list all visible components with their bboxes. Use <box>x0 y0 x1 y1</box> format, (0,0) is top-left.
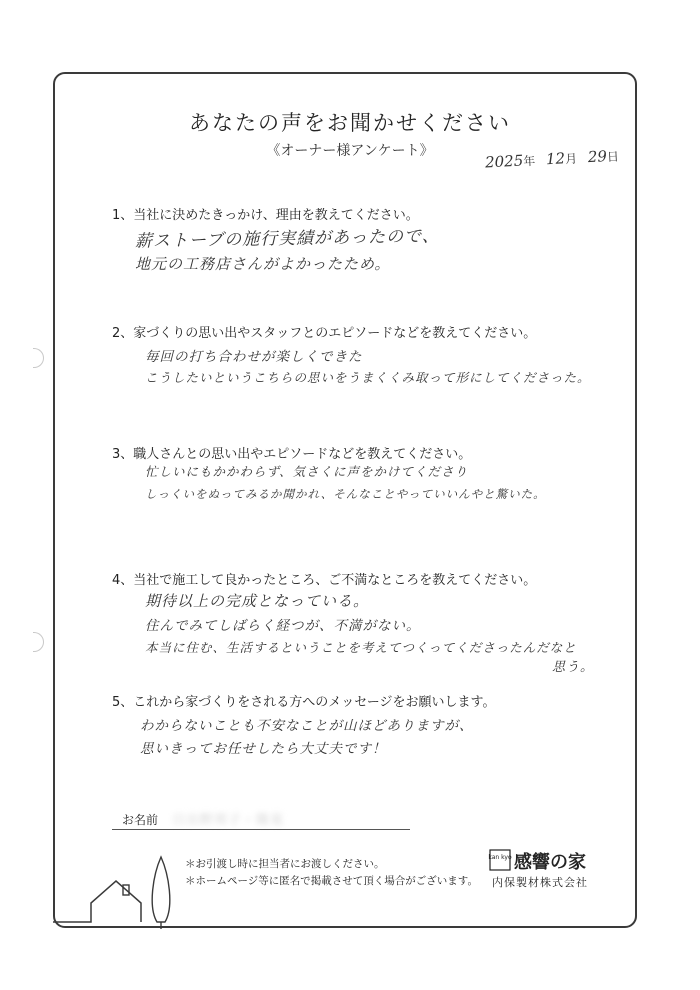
answer-5-line-1: わからないことも不安なことが山ほどありますが、 <box>140 718 474 734</box>
question-1-label: 1、当社に決めたきっかけ、理由を教えてください。 <box>112 208 419 223</box>
note-anonymous: ＊ホームページ等に匿名で掲載させて頂く場合がございます。 <box>185 875 478 887</box>
note-handover: ＊お引渡し時に担当者にお渡しください。 <box>185 858 385 870</box>
date-day: 29 <box>587 147 608 167</box>
name-underline <box>112 829 410 830</box>
date-month: 12 <box>545 149 566 169</box>
logo-text: 感響の家 <box>514 852 586 873</box>
date-day-unit: 日 <box>606 149 620 165</box>
name-label: お名前 <box>122 813 159 827</box>
punch-hole-bottom <box>33 632 44 652</box>
company-name: 内保製材株式会社 <box>492 876 588 889</box>
answer-3-line-2: しっくいをぬってみるか聞かれ、そんなことやっていいんやと驚いた。 <box>145 487 546 501</box>
date-year: 2025 <box>484 151 524 172</box>
question-2-label: 2、家づくりの思い出やスタッフとのエピソードなどを教えてください。 <box>112 326 537 341</box>
answer-2-line-2: こうしたいというこちらの思いをうまくくみ取って形にしてくださった。 <box>145 370 591 385</box>
date-month-unit: 月 <box>564 151 578 167</box>
question-5-label: 5、これから家づくりをされる方へのメッセージをお願いします。 <box>112 695 496 710</box>
answer-2-line-1: 毎回の打ち合わせが楽しくできた <box>145 349 363 365</box>
answer-1-line-2: 地元の工務店さんがよかったため。 <box>135 255 391 273</box>
logo-small-text: kan kyo <box>488 854 512 861</box>
answer-4-line-3: 本当に住む、生活するということを考えてつくってくださったんだなと <box>145 640 577 655</box>
punch-hole-top <box>33 348 44 368</box>
name-value-redacted: 日出野邦子・隆晃 <box>172 813 285 828</box>
question-4-label: 4、当社で施工して良かったところ、ご不満なところを教えてください。 <box>112 573 537 588</box>
answer-1-line-1: 薪ストーブの施行実績があったので、 <box>134 226 440 252</box>
page-title: あなたの声をお聞かせください <box>189 111 511 135</box>
answer-4-line-2: 住んでみてしばらく経つが、不満がない。 <box>145 618 421 634</box>
date-year-unit: 年 <box>522 153 536 169</box>
house-tree-icon <box>53 845 253 930</box>
question-3-label: 3、職人さんとの思い出やエピソードなどを教えてください。 <box>112 447 472 462</box>
page-subtitle: 《オーナー様アンケート》 <box>266 143 434 159</box>
answer-3-line-1: 忙しいにもかかわらず、気さくに声をかけてくださり <box>145 464 469 479</box>
answer-5-line-2: 思いきってお任せしたら大丈夫です！ <box>140 741 387 757</box>
brand-logo <box>488 846 610 874</box>
answer-4-line-1: 期待以上の完成となっている。 <box>145 592 370 610</box>
answer-4-line-4: 思う。 <box>552 660 595 675</box>
